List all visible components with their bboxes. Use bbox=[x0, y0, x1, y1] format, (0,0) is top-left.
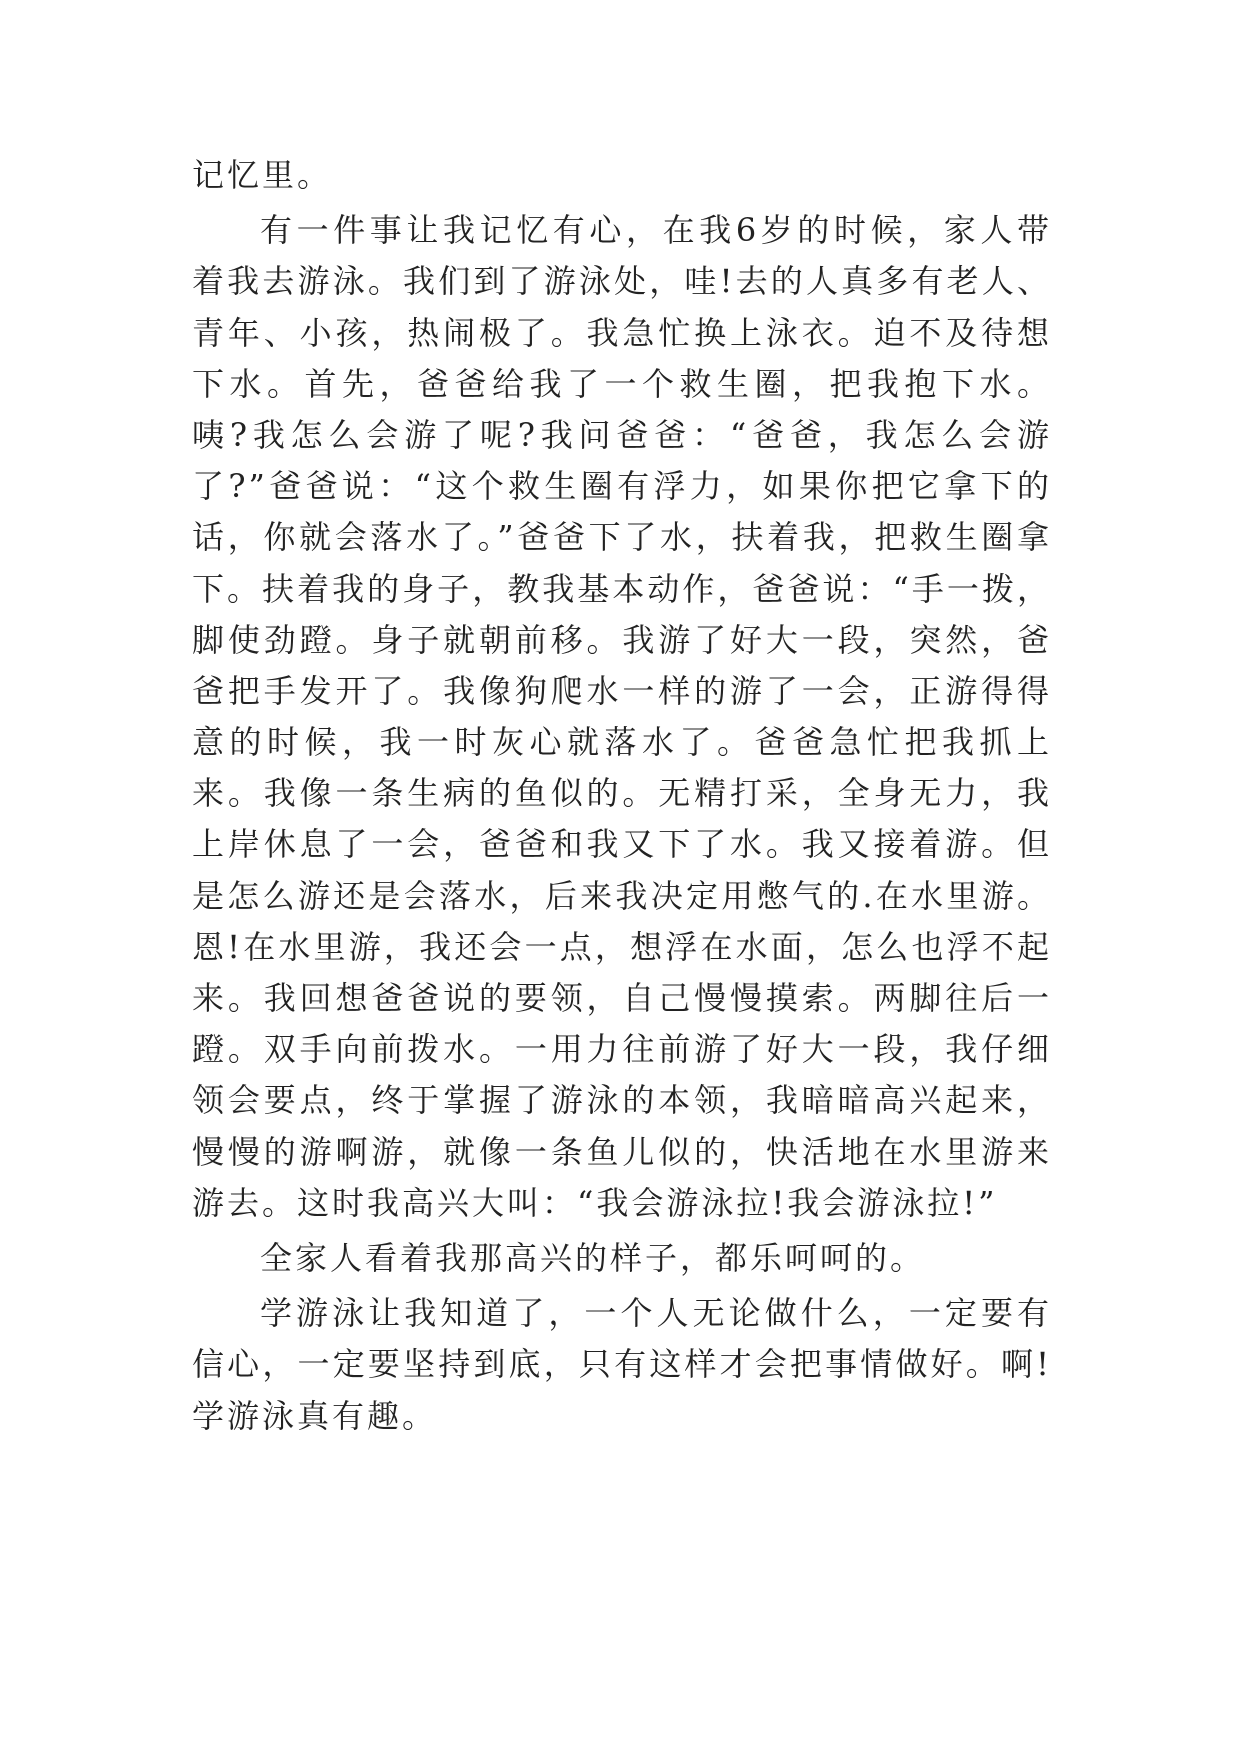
paragraph-conclusion: 学游泳让我知道了，一个人无论做什么，一定要有信心，一定要坚持到底，只有这样才会把事情做好。啊!学游泳真有趣。 bbox=[192, 1294, 1052, 1435]
paragraph-continuation: 记忆里。 bbox=[192, 156, 333, 194]
paragraph-swimming-story: 有一件事让我记忆有心，在我6岁的时候，家人带着我去游泳。我们到了游泳处，哇!去的人真多有老人、青年、小孩，热闹极了。我急忙换上泳衣。迫不及待想下水。首先，爸爸给我了一个救生圈，把我抱下水。咦?我怎么会游了呢?我问爸爸：“爸爸，我怎么会游了?”爸爸说：“这个救生圈有浮力，如果你把它拿下的话，你就会落水了。”爸爸下了水，扶着我，把救生圈拿下。扶着我的身子，教我基本动作，爸爸说：“手一拨，脚使劲蹬。身子就朝前移。我游了好大一段，突然，爸爸把手发开了。我像狗爬水一样的游了一会，正游得得意的时候，我一时灰心就落水了。爸爸急忙把我抓上来。我像一条生病的鱼似的。无精打采，全身无力，我上岸休息了一会，爸爸和我又下了水。我又接着游。但是怎么游还是会落水，后来我决定用憋气的.在水里游。恩!在水里游，我还会一点，想浮在水面，怎么也浮不起来。我回想爸爸说的要领，自己慢慢摸索。两脚往后一蹬。双手向前拨水。一用力往前游了好大一段，我仔细领会要点，终于掌握了游泳的本领，我暗暗高兴起来，慢慢的游啊游，就像一条鱼儿似的，快活地在水里游来游去。这时我高兴大叫：“我会游泳拉!我会游泳拉!” bbox=[192, 211, 1052, 1222]
paragraph-family-reaction: 全家人看着我那高兴的样子，都乐呵呵的。 bbox=[260, 1238, 926, 1277]
document-page bbox=[192, 150, 1052, 1446]
